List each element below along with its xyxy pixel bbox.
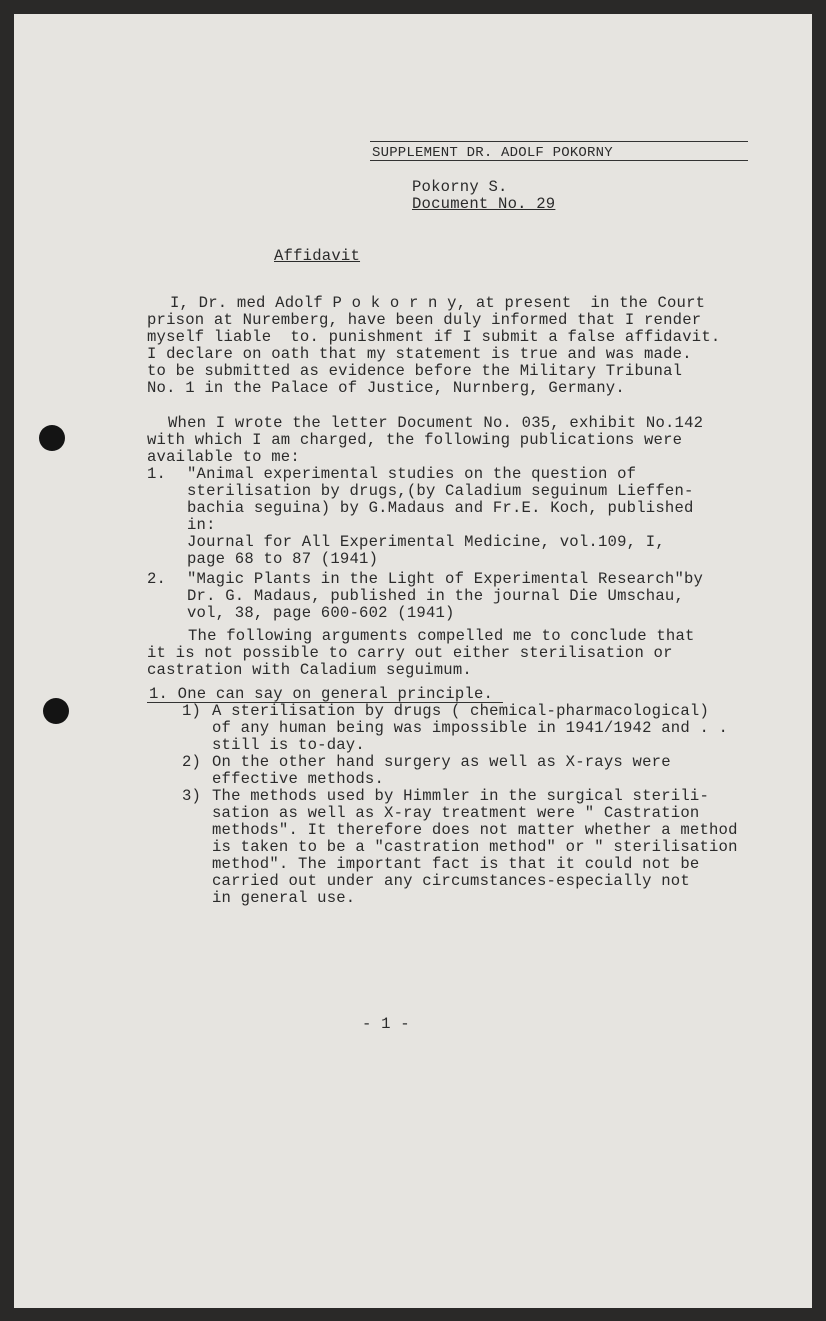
pub1-number: 1. [147,465,167,483]
punch-hole-top [39,425,65,451]
para2-line: with which I am charged, the following publications were [147,431,683,449]
point3-line: carried out under any circumstances-especially not [212,872,690,890]
para1-line: to be submitted as evidence before the Military Tribunal [147,362,683,380]
para3-line: The following arguments compelled me to conclude that [188,627,695,645]
pub1-line: Journal for All Experimental Medicine, vol.109, I, [187,533,665,551]
point3-line: The methods used by Himmler in the surgical sterili- [212,787,710,805]
page-number: - 1 - [362,1015,410,1033]
header-rule-top [370,141,748,142]
para1-line: I, Dr. med Adolf P o k o r n y, at present in the Court [170,294,706,312]
point1-number: 1) [182,702,202,720]
pub1-line: page 68 to 87 (1941) [187,550,379,568]
point2-line: On the other hand surgery as well as X-rays were [212,753,671,771]
point2-line: effective methods. [212,770,385,788]
point3-line: in general use. [212,889,356,907]
pub2-number: 2. [147,570,167,588]
document-ref-line2: Document No. 29 [412,195,556,213]
pub1-line: "Animal experimental studies on the question of [187,465,637,483]
pub1-line: sterilisation by drugs,(by Caladium seguinum Lieffen- [187,482,694,500]
para1-line: prison at Nuremberg, have been duly informed that I render [147,311,702,329]
pub2-line: vol, 38, page 600-602 (1941) [187,604,455,622]
pub1-line: bachia seguina) by G.Madaus and Fr.E. Koch, published [187,499,694,517]
pub1-line: in: [187,516,216,534]
pub2-line: "Magic Plants in the Light of Experimental Research"by [187,570,704,588]
para2-line: When I wrote the letter Document No. 035, exhibit No.142 [168,414,704,432]
para1-line: I declare on oath that my statement is true and was made. [147,345,692,363]
point3-line: sation as well as X-ray treatment were " Castration [212,804,700,822]
point1-line: of any human being was impossible in 1941/1942 and . . [212,719,729,737]
point3-line: method". The important fact is that it could not be [212,855,700,873]
para2-line: available to me: [147,448,300,466]
point3-line: is taken to be a "castration method" or " sterilisation [212,838,738,856]
para1-line: No. 1 in the Palace of Justice, Nurnberg, Germany. [147,379,625,397]
para3-line: it is not possible to carry out either sterilisation or [147,644,673,662]
document-page [14,14,812,1308]
point2-number: 2) [182,753,202,771]
pub2-line: Dr. G. Madaus, published in the journal Die Umschau, [187,587,685,605]
point1-line: A sterilisation by drugs ( chemical-pharmacological) [212,702,710,720]
page-title: Affidavit [274,247,361,265]
header-rule-bottom [370,160,748,161]
point1-line: still is to-day. [212,736,365,754]
para3-line: castration with Caladium seguimum. [147,661,472,679]
punch-hole-bottom [43,698,69,724]
supplement-heading: SUPPLEMENT DR. ADOLF POKORNY [372,145,613,161]
section1-heading: 1. One can say on general principle. [149,685,494,703]
point3-number: 3) [182,787,202,805]
document-ref-line1: Pokorny S. [412,178,508,196]
para1-line: myself liable to. punishment if I submit a false affidavit. [147,328,721,346]
point3-line: methods". It therefore does not matter whether a method [212,821,738,839]
